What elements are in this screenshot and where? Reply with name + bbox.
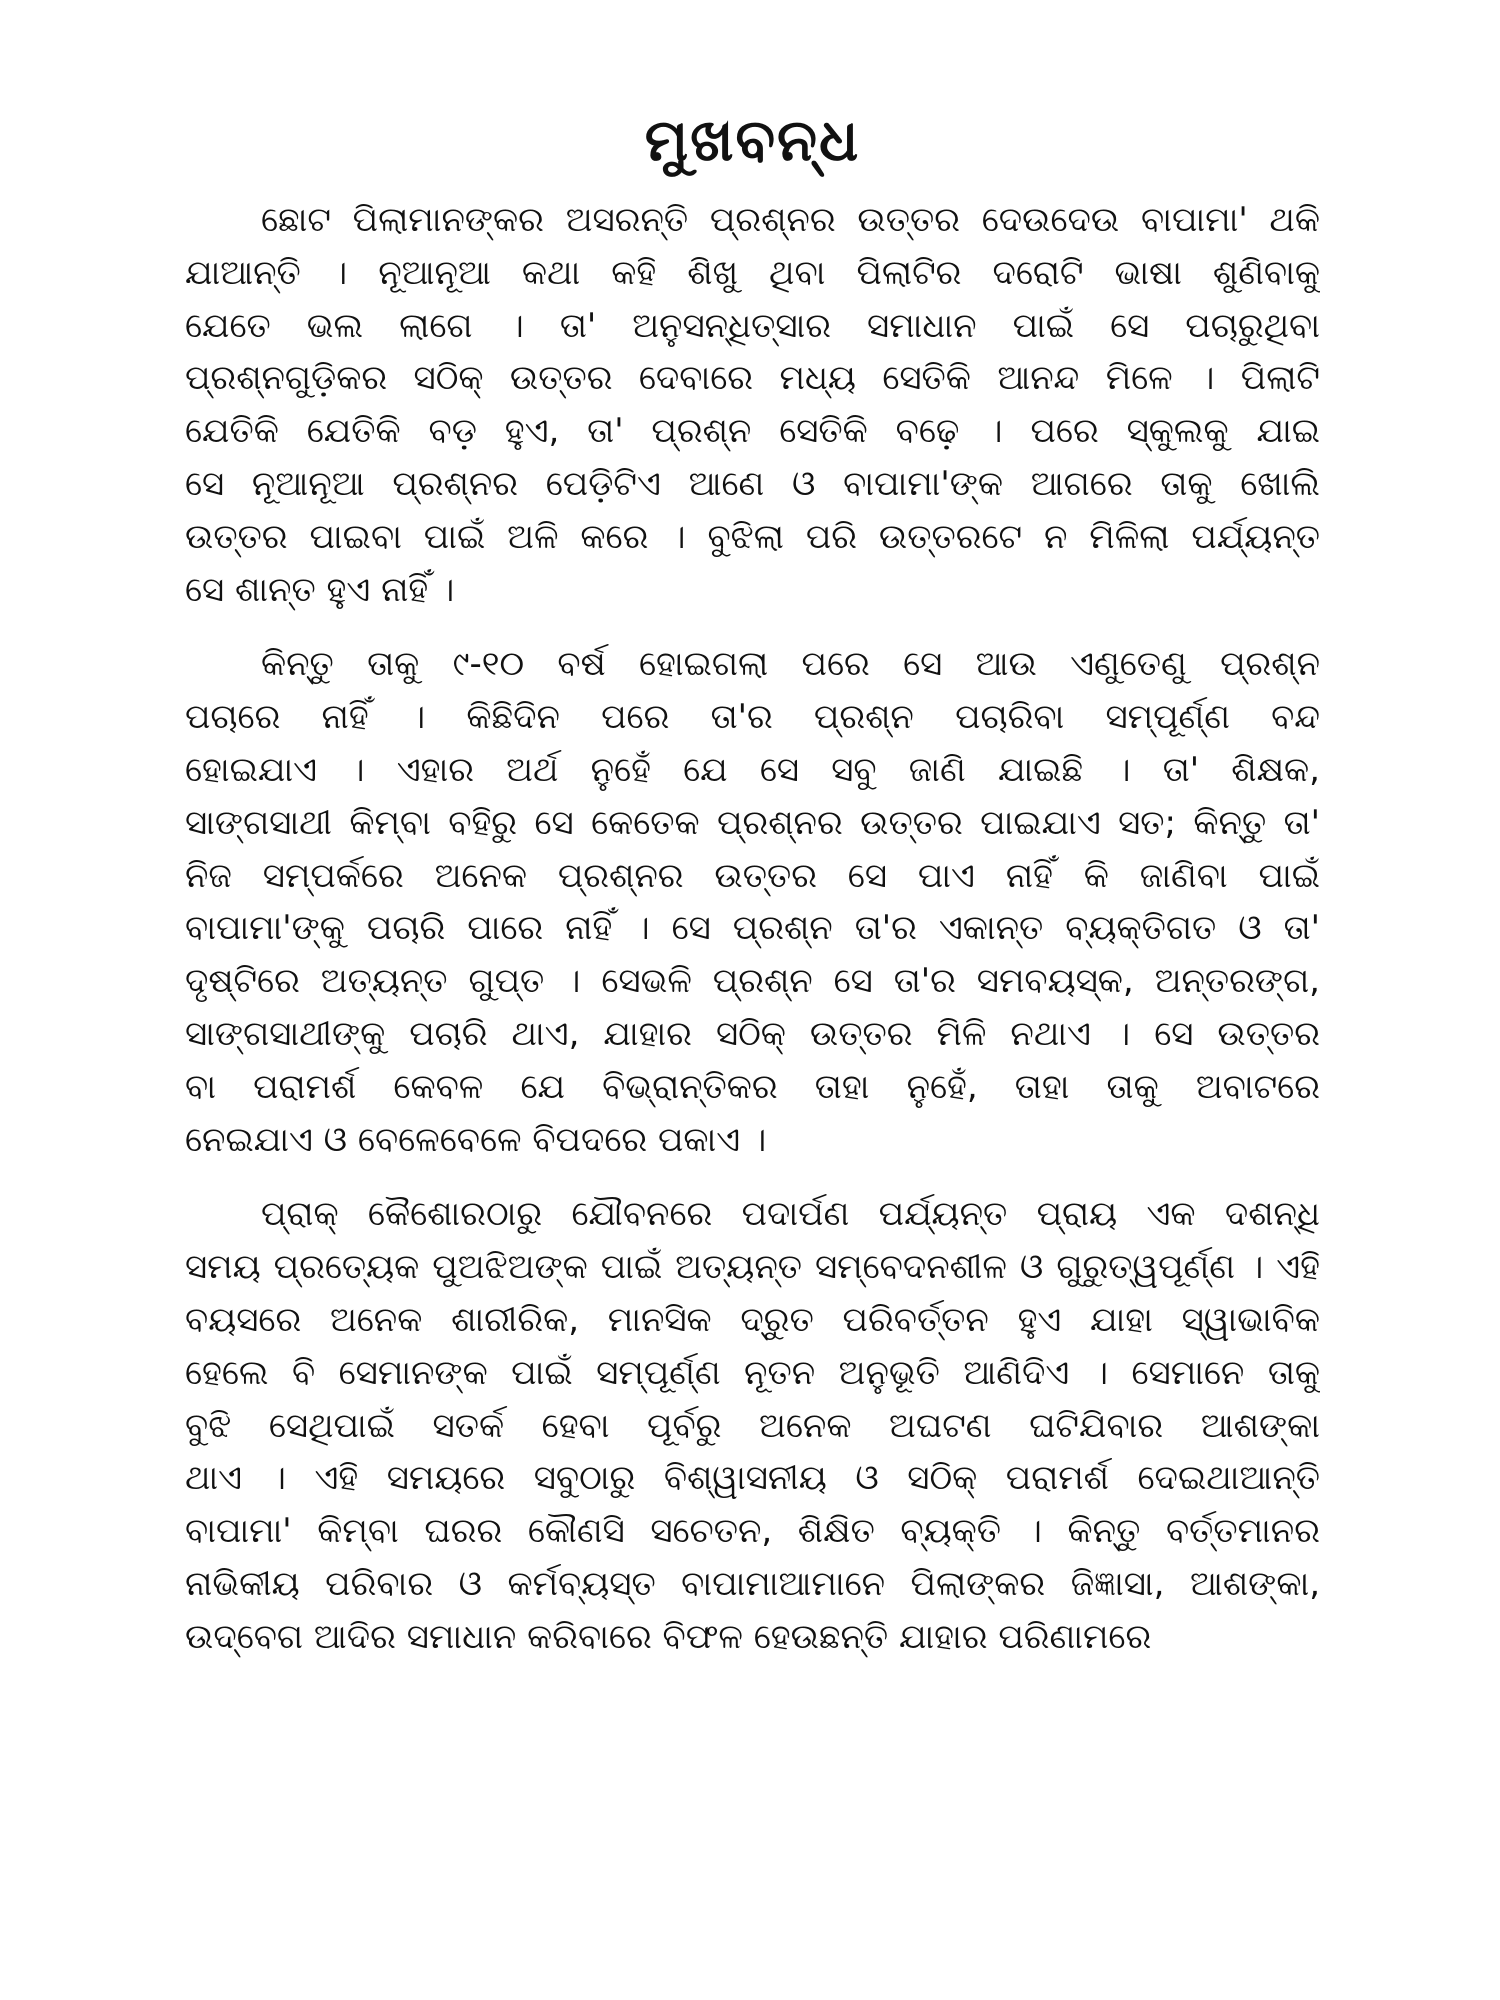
- text-line: ପ୍ରଶ୍ନଗୁଡ଼ିକର ସଠିକ୍ ଉତ୍ତର ଦେବାରେ ମଧ୍ୟ ସେତିକି ଆନନ୍ଦ ମିଳେ । ପିଲାଟି: [185, 358, 1320, 399]
- text-line: ହୋଇଯାଏ । ଏହାର ଅର୍ଥ ନୁହେଁ ଯେ ସେ ସବୁ ଜାଣି ଯାଇଛି । ତା' ଶିକ୍ଷକ,: [185, 749, 1320, 790]
- text-line: ବୁଝି ସେଥିପାଇଁ ସତର୍କ ହେବା ପୂର୍ବରୁ ଅନେକ ଅଘଟଣ ଘଟିଯିବାର ଆଶଙ୍କା: [185, 1405, 1320, 1446]
- text-line: ନାଭିକୀୟ ପରିବାର ଓ କର୍ମବ୍ୟସ୍ତ ବାପାମାଆମାନେ ପିଲାଙ୍କର ଜିଜ୍ଞାସା, ଆଶଙ୍କା,: [185, 1563, 1320, 1604]
- text-line: ସେ ନୂଆନୂଆ ପ୍ରଶ୍ନର ପେଡ଼ିଟିଏ ଆଣେ ଓ ବାପାମା'ଙ୍କ ଆଗରେ ତାକୁ ଖୋଲି: [185, 463, 1320, 504]
- text-line: ସାଙ୍ଗସାଥୀ କିମ୍ବା ବହିରୁ ସେ କେତେକ ପ୍ରଶ୍ନର ଉତ୍ତର ପାଇଯାଏ ସତ; କିନ୍ତୁ ତା': [185, 802, 1320, 843]
- text-line: ହେଲେ ବି ସେମାନଙ୍କ ପାଇଁ ସମ୍ପୂର୍ଣ୍ଣ ନୂତନ ଅନୁଭୂତି ଆଣିଦିଏ । ସେମାନେ ତାକୁ: [185, 1352, 1320, 1393]
- text-line: ଯେତେ ଭଲ ଲାଗେ । ତା' ଅନୁସନ୍ଧିତ୍ସାର ସମାଧାନ ପାଇଁ ସେ ପଚାରୁଥିବା: [185, 305, 1320, 346]
- text-line: ଯାଆନ୍ତି । ନୂଆନୂଆ କଥା କହି ଶିଖୁ ଥିବା ପିଲାଟିର ଦରୋଟି ଭାଷା ଶୁଣିବାକୁ: [185, 252, 1320, 293]
- text-line: ଯେତିକି ଯେତିକି ବଡ଼ ହୁଏ, ତା' ପ୍ରଶ୍ନ ସେତିକି ବଢ଼େ । ପରେ ସ୍କୁଲକୁ ଯାଇ: [185, 411, 1320, 452]
- text-line: ପ୍ରାକ୍ କୈଶୋରଠାରୁ ଯୌବନରେ ପଦାର୍ପଣ ପର୍ଯ୍ୟନ୍ତ ପ୍ରାୟ ଏକ ଦଶନ୍ଧି: [261, 1194, 1320, 1235]
- text-line: ପଚାରେ ନାହିଁ । କିଛିଦିନ ପରେ ତା'ର ପ୍ରଶ୍ନ ପଚାରିବା ସମ୍ପୂର୍ଣ୍ଣ ବନ୍ଦ: [185, 697, 1320, 738]
- text-line: କିନ୍ତୁ ତାକୁ ୯-୧୦ ବର୍ଷ ହୋଇଗଲା ପରେ ସେ ଆଉ ଏଣୁତେଣୁ ପ୍ରଶ୍ନ: [261, 644, 1320, 685]
- text-line: ବୟସରେ ଅନେକ ଶାରୀରିକ, ମାନସିକ ଦ୍ରୁତ ପରିବର୍ତ୍ତନ ହୁଏ ଯାହା ସ୍ୱାଭାବିକ: [185, 1299, 1320, 1340]
- page-title: ମୁଖବନ୍ଧ: [644, 106, 861, 174]
- text-line: ଛୋଟ ପିଲାମାନଙ୍କର ଅସରନ୍ତି ପ୍ରଶ୍ନର ଉତ୍ତର ଦେଉଦେଉ ବାପାମା' ଥକି: [261, 200, 1320, 240]
- text-line: ଉତ୍ତର ପାଇବା ପାଇଁ ଅଳି କରେ । ବୁଝିଲା ପରି ଉତ୍ତରଟେ ନ ମିଳିଲା ପର୍ଯ୍ୟନ୍ତ: [185, 516, 1320, 557]
- text-line: ବାପାମା' କିମ୍ବା ଘରର କୌଣସି ସଚେତନ, ଶିକ୍ଷିତ ବ୍ୟକ୍ତି । କିନ୍ତୁ ବର୍ତ୍ତମାନର: [185, 1511, 1320, 1552]
- paragraph: [185, 638, 1320, 1166]
- paragraph: [185, 194, 1320, 616]
- text-line: ସାଙ୍ଗସାଥୀଙ୍କୁ ପଚାରି ଥାଏ, ଯାହାର ସଠିକ୍ ଉତ୍ତର ମିଳି ନଥାଏ । ସେ ଉତ୍ତର: [185, 1013, 1320, 1054]
- text-line: ଦୃଷ୍ଟିରେ ଅତ୍ୟନ୍ତ ଗୁପ୍ତ । ସେଭଳି ପ୍ରଶ୍ନ ସେ ତା'ର ସମବୟସ୍କ, ଅନ୍ତରଙ୍ଗ,: [185, 961, 1320, 1002]
- text-line: ଉଦ୍‌ବେଗ ଆଦିର ସମାଧାନ କରିବାରେ ବିଫଳ ହେଉଛନ୍ତି ଯାହାର ପରିଣାମରେ: [185, 1616, 1152, 1657]
- paragraph: [185, 1188, 1320, 1663]
- body-text: [185, 194, 1320, 1664]
- text-line: ସମୟ ପ୍ରତ୍ୟେକ ପୁଅଝିଅଙ୍କ ପାଇଁ ଅତ୍ୟନ୍ତ ସମ୍ବେଦନଶୀଳ ଓ ଗୁରୁତ୍ୱପୂର୍ଣ୍ଣ । ଏହି: [185, 1247, 1320, 1288]
- text-line: ବାପାମା'ଙ୍କୁ ପଚାରି ପାରେ ନାହିଁ । ସେ ପ୍ରଶ୍ନ ତା'ର ଏକାନ୍ତ ବ୍ୟକ୍ତିଗତ ଓ ତା': [185, 908, 1320, 949]
- text-line: ଥାଏ । ଏହି ସମୟରେ ସବୁଠାରୁ ବିଶ୍ୱାସନୀୟ ଓ ସଠିକ୍ ପରାମର୍ଶ ଦେଇଥାଆନ୍ତି: [185, 1458, 1320, 1499]
- text-line: ନିଜ ସମ୍ପର୍କରେ ଅନେକ ପ୍ରଶ୍ନର ଉତ୍ତର ସେ ପାଏ ନାହିଁ କି ଜାଣିବା ପାଇଁ: [185, 855, 1320, 896]
- text-line: ବା ପରାମର୍ଶ କେବଳ ଯେ ବିଭ୍ରାନ୍ତିକର ତାହା ନୁହେଁ, ତାହା ତାକୁ ଅବାଟରେ: [185, 1066, 1320, 1107]
- text-line: ସେ ଶାନ୍ତ ହୁଏ ନାହିଁ ।: [185, 569, 455, 610]
- text-line: ନେଇଯାଏ ଓ ବେଳେବେଳେ ବିପଦରେ ପକାଏ ।: [185, 1119, 767, 1160]
